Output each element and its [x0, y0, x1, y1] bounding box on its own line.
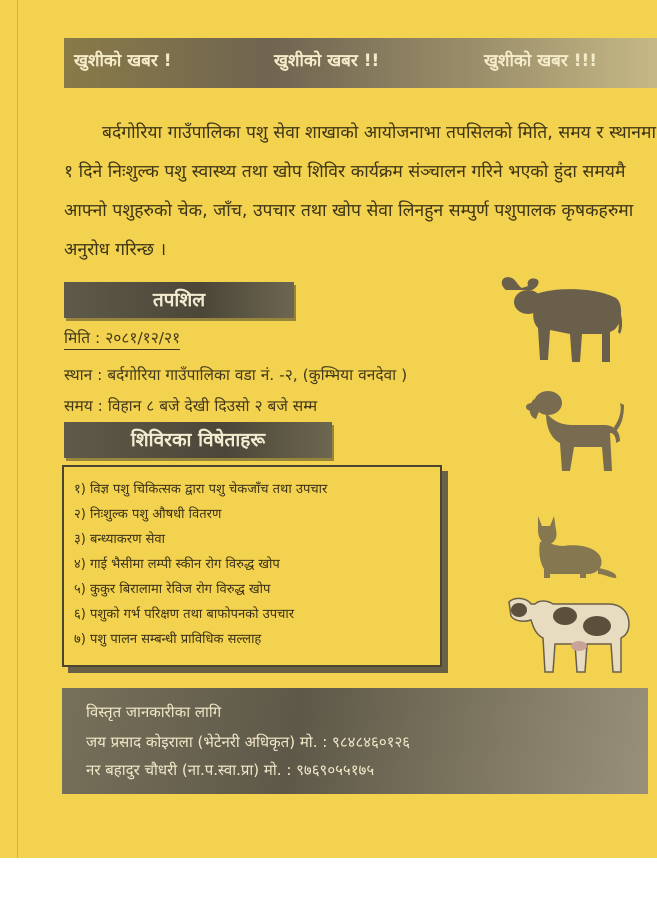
banner-text-right: खुशीको खबर !!! — [484, 51, 597, 71]
details-heading: तपशिल — [64, 282, 294, 318]
top-banner — [64, 38, 657, 88]
cat-icon — [520, 512, 620, 582]
contact-banner — [62, 688, 648, 794]
feature-item: ४) गाई भैसीमा लम्पी स्कीन रोग विरुद्ध खोप — [74, 557, 280, 572]
contact-title: विस्तृत जानकारीका लागि — [86, 703, 222, 721]
intro-text: बर्दगोरिया गाउँपालिका पशु सेवा शाखाको आयोजनाभा तपसिलको मिति, समय र स्थानमा १ दिने निःशुल्क पशु स्वास्थ्य तथा खोप शिविर कार्यक्रम संञ्चालन गरिने भएको हुंदा समयमै आफ्नो पशुहरुको चेक, जाँच, उपचार तथा खोप सेवा लिनहुन सम्पुर्ण पशुपालक कृषकहरुमा अनुरोध गरिन्छ । — [64, 123, 656, 260]
buffalo-icon — [498, 272, 628, 364]
contact-line-2: नर बहादुर चौधरी (ना.प.स्वा.प्रा) मो. : ९७६९०५५१७५ — [86, 761, 375, 779]
features-box — [62, 465, 442, 667]
camp-place: स्थान : बर्दगोरिया गाउँपालिका वडा नं. -२, (कुम्भिया वनदेवा ) — [64, 366, 408, 384]
dog-icon — [524, 385, 624, 485]
banner-text-left: खुशीको खबर ! — [74, 51, 172, 71]
intro-paragraph — [64, 114, 656, 270]
features-heading: शिविरका विषेताहरू — [64, 422, 332, 458]
feature-item: १) विज्ञ पशु चिकित्सक द्वारा पशु चेकजाँच तथा उपचार — [74, 482, 328, 497]
camp-time: समय : विहान ८ बजे देखी दिउसो २ बजे सम्म — [64, 397, 318, 415]
fold-line — [17, 0, 18, 858]
banner-text-center: खुशीको खबर !! — [274, 51, 380, 71]
feature-item: ५) कुकुर बिरालामा रेविज रोग विरुद्ध खोप — [74, 582, 271, 597]
features-list — [64, 467, 440, 652]
feature-item: ६) पशुको गर्भ परिक्षण तथा बाफोपनको उपचार — [74, 607, 295, 622]
contact-line-1: जय प्रसाद कोइराला (भेटेनरी अधिकृत) मो. : ९८४८४६०१२६ — [86, 733, 411, 751]
feature-item: ७) पशु पालन सम्बन्धी प्राविधिक सल्लाह — [74, 632, 262, 647]
cow-icon — [505, 586, 635, 676]
camp-date: मिति : २०८१/१२/२१ — [64, 326, 180, 350]
feature-item: २) निःशुल्क पशु औषधी वितरण — [74, 507, 222, 522]
feature-item: ३) बन्ध्याकरण सेवा — [74, 532, 165, 547]
